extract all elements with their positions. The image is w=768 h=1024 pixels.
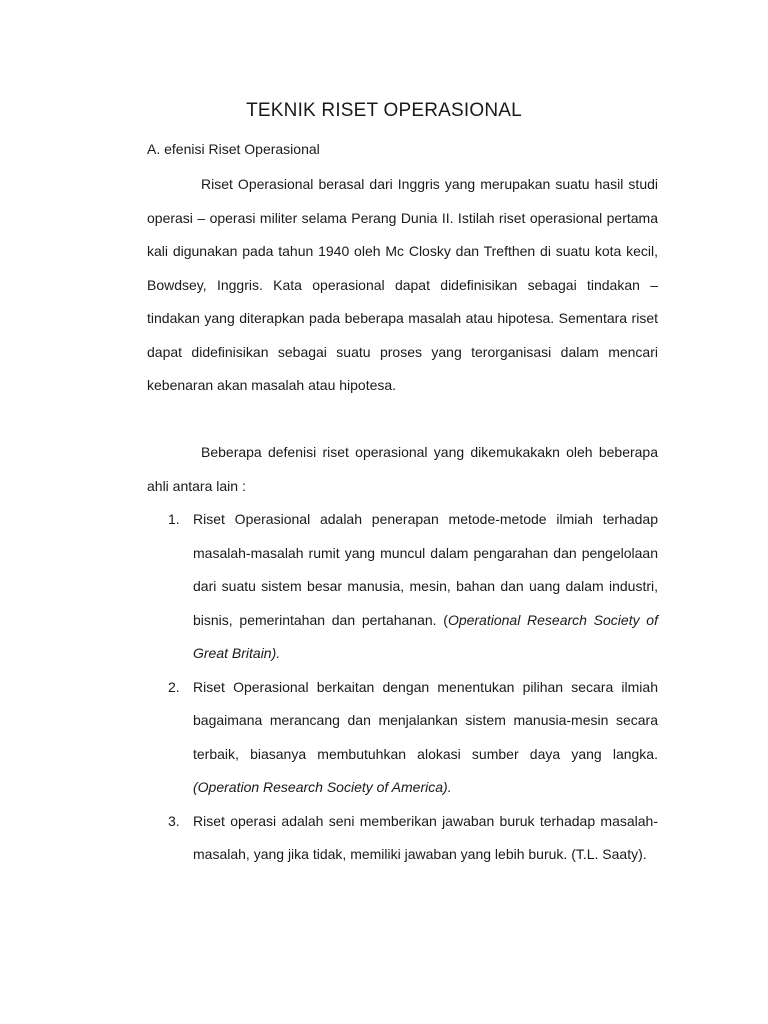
- list-item: [147, 805, 658, 872]
- intro-paragraph-text: Riset Operasional berasal dari Inggris yang merupakan suatu hasil studi operasi – operasi militer selama Perang Dunia II. Istilah riset operasional pertama kali digunakan pada tahun 1940 oleh Mc Closky dan Trefthen di suatu kota kecil, Bowdsey, Inggris. Kata operasional dapat didefinisikan sebagai tindakan – tindakan yang diterapkan pada beberapa masalah atau hipotesa. Sementara riset dapat didefinisikan sebagai suatu proses yang terorganisasi dalam mencari kebenaran akan masalah atau hipotesa.: [147, 176, 658, 393]
- list-item: [147, 503, 658, 671]
- section-heading: A. efenisi Riset Operasional: [147, 141, 320, 157]
- definitions-intro-text: Beberapa defenisi riset operasional yang dikemukakakn oleh beberapa ahli antara lain :: [147, 444, 658, 494]
- list-item-text: Riset operasi adalah seni memberikan jawaban buruk terhadap masalah-masalah, yang jika tidak, memiliki jawaban yang lebih buruk. (T.L. Saaty).: [193, 812, 658, 862]
- list-item: [147, 671, 658, 805]
- list-item-number: 1.: [168, 511, 180, 527]
- list-item-text: Riset Operasional adalah penerapan metode-metode ilmiah terhadap masalah-masalah rumit yang muncul dalam pengarahan dan pengelolaan dari suatu sistem besar manusia, mesin, bahan dan uang dalam industri, bisnis, pemerintahan dan pertahanan. (: [193, 511, 658, 628]
- document-title: TEKNIK RISET OPERASIONAL: [246, 100, 522, 121]
- list-item-source: (Operation Research Society of America).: [193, 779, 452, 795]
- definitions-list: [147, 503, 658, 872]
- definitions-intro-paragraph: [147, 436, 658, 503]
- list-item-source: Operational Research Society of Great Britain).: [193, 611, 658, 661]
- list-item-number: 2.: [168, 678, 180, 695]
- list-item-number: 3.: [168, 812, 180, 829]
- list-item-text: Riset Operasional berkaitan dengan menentukan pilihan secara ilmiah bagaimana merancang dan menjalankan sistem manusia-mesin secara terbaik, biasanya membutuhkan alokasi sumber daya yang langka.: [193, 678, 658, 762]
- intro-paragraph: [147, 168, 658, 403]
